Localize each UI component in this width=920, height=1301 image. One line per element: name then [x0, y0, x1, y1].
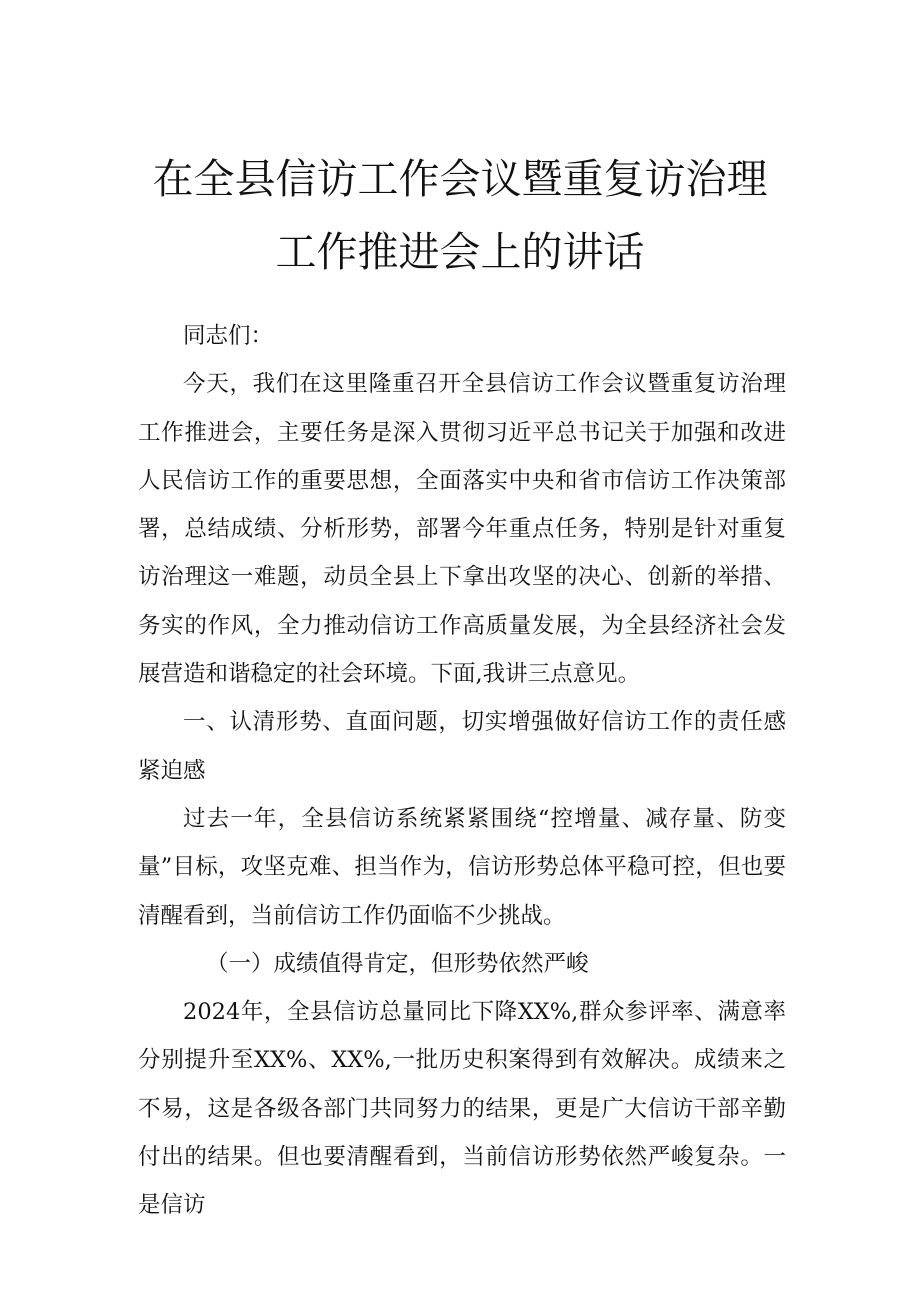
- subsection-heading-1: （一）成绩值得肯定，但形势依然严峻: [206, 950, 589, 977]
- salutation: 同志们：: [183, 323, 274, 349]
- document-title-line-1: 在全县信访工作会议暨重复访治理: [152, 155, 768, 203]
- document-body: [138, 312, 786, 1230]
- section-heading-1: 一、认清形势、直面问题，切实增强做好信访工作的责任感紧迫感: [138, 709, 786, 784]
- paragraph-subsection-1: 2024年，全县信访总量同比下降XX%,群众参评率、满意率分别提升至XX%、XX%,一批历史积案得到有效解决。成绩来之不易，这是各级各部门共同努力的结果，更是广大信访干部辛勤付出的结果。但也要清醒看到，当前信访形势依然严峻复杂。一是信访: [138, 999, 786, 1219]
- paragraph-intro: 今天，我们在这里隆重召开全县信访工作会议暨重复访治理工作推进会，主要任务是深入贯彻习近平总书记关于加强和改进人民信访工作的重要思想，全面落实中央和省市信访工作决策部署，总结成绩、分析形势，部署今年重点任务，特别是针对重复访治理这一难题，动员全县上下拿出攻坚的决心、创新的举措、务实的作风，全力推动信访工作高质量发展，为全县经济社会发展营造和谐稳定的社会环境。下面,我讲三点意见。: [138, 371, 786, 688]
- document-title-line-2: 工作推进会上的讲话: [275, 228, 645, 276]
- paragraph-section-1: 过去一年，全县信访系统紧紧围绕“控增量、减存量、防变量”目标，攻坚克难、担当作为，信访形势总体平稳可控，但也要清醒看到，当前信访工作仍面临不少挑战。: [138, 805, 786, 929]
